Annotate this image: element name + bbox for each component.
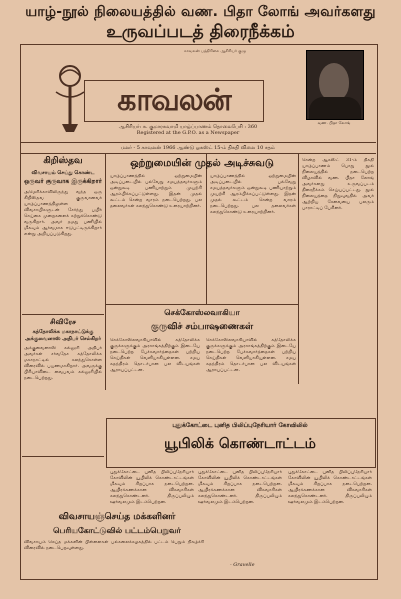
portrait-photo [306, 50, 364, 120]
article-6-kicker: புதுக்கோட்டை புனித பிலிப்புநேரியார் கோவிலில் [172, 422, 308, 429]
article-5-headline: செக்கோஸ்லவாகியா [164, 308, 240, 317]
article-7-subhead: பெரியகோட்டுவில் பட்டம்பெறுவர் [53, 526, 181, 535]
article-5-body-col-2: செக்கோஸ்லவாகியாவில் கத்தோலிக்க குருக்களுக்கும் அரசாங்கத்திற்கும் இடையே நடைபெற்ற பேச்சுவார்த்தைகள் பற்றிய செய்திகள் வெளியாகியுள்ளன. சமய சுதந்திரம் தொடர்பான பல விடயங்கள் ஆராயப்பட்டன. [206, 338, 296, 373]
article-7-rule [22, 456, 104, 457]
top-subheadline: உருவப்படத் திரைநீக்கம் [106, 22, 295, 42]
top-headline: யாழ்-நூல் நிலையத்தில் வண. பிதா லோங் அவர்களது [25, 4, 376, 20]
article-5-body-col-1: செக்கோஸ்லவாகியாவில் கத்தோலிக்க குருக்களுக்கும் அரசாங்கத்திற்கும் இடையே நடைபெற்ற பேச்சுவார்த்தைகள் பற்றிய செய்திகள் வெளியாகியுள்ளன. சமய சுதந்திரம் தொடர்பான பல விடயங்கள் ஆராயப்பட்டன. [110, 338, 200, 373]
masthead-logo [84, 80, 264, 122]
column-rule-3 [298, 154, 299, 384]
article-5-rule [106, 304, 298, 305]
masthead-logo-text: காவலன் [117, 83, 231, 118]
article-4-body: அக்குவைனாஸ் கல்லூரி அதிபர் அவர்கள் சர்வதேச கத்தோலிக்க மகாநாட்டில் கலந்துகொள்ள விரைவில் பயணமாகிறார். அவருக்கு பிரியாவிடை வைபவம் கல்லூரியில் நடைபெற்றது. [24, 346, 102, 381]
masthead-top-note: காவலன் பத்திரிகை ஆசிரியர் குழு [184, 48, 246, 53]
article-6-body-col-1: புதுக்கோட்டை புனித பிலிப்புநேரியார் கோவிலின் யூபிலிக் கொண்டாட்டங்கள் மிகவும் சிறப்பாக நடைபெற்றன. ஆயிரக்கணக்கான விசுவாசிகள் கலந்துகொண்டனர். திருப்பலியும் ஊர்வலமும் இடம்பெற்றன. [110, 470, 194, 505]
article-7-headline: விவசாயஞ்செய்த மக்களினர் [58, 512, 176, 522]
article-6-body-col-2: புதுக்கோட்டை புனித பிலிப்புநேரியார் கோவிலின் யூபிலிக் கொண்டாட்டங்கள் மிகவும் சிறப்பாக நடைபெற்றன. ஆயிரக்கணக்கான விசுவாசிகள் கலந்துகொண்டனர். திருப்பலியும் ஊர்வலமும் இடம்பெற்றன. [198, 470, 282, 505]
masthead-editor-line [108, 124, 268, 136]
article-2-body-col-2: யாழ்ப்பாணத்தில் ஒற்றுமையின் அடிப்படையில் பல்வேறு சமயத்தவர்களும் ஒன்றுகூடி பணியாற்றும் முயற்சி ஆரம்பிக்கப்பட்டுள்ளது. இதன் முதல் கூட்டம் சென்ற வாரம் நடைபெற்றது. பல தலைவர்கள் கலந்துகொண்டு உரையாற்றினர். [210, 174, 296, 215]
editor-line: ஆசிரியர்: சு. குமாரசுவாமி யாழ்ப்பாணம் தொலைபேசி : 360 [118, 124, 258, 130]
column-rule-1 [105, 154, 106, 390]
article-4-subhead: கத்தோலிக்க மகாநாட்டுக்கு [32, 329, 94, 335]
article-1-headline: கிறிஸ்தவ [43, 156, 83, 166]
portrait-body [309, 97, 361, 119]
registration-note: Registered at the G.P.O. as a Newspaper [136, 130, 240, 136]
portrait-caption: வண. பிதா லோங் [317, 120, 351, 125]
article-1-body: அமெரிக்காவிலிருந்து வந்த ஒரு கிறிஸ்தவ குருவானவர் யாழ்ப்பாணத்திலுள்ள விவசாயிகளுடன் சேர்ந்து பயிர் செய்கை முறைகளைக் கற்றுக்கொண்டு வருகிறார். அவர் தமது பணியில் மிகவும் ஆர்வமாக ஈடுபட்டிருக்கிறார் என்று அறியப்படுகிறது. [24, 190, 102, 237]
article-6-body-col-3: புதுக்கோட்டை புனித பிலிப்புநேரியார் கோவிலின் யூபிலிக் கொண்டாட்டங்கள் மிகவும் சிறப்பாக நடைபெற்றன. ஆயிரக்கணக்கான விசுவாசிகள் கலந்துகொண்டனர். திருப்பலியும் ஊர்வலமும் இடம்பெற்றன. [288, 470, 372, 505]
article-5-subhead: குருவிச் சம்பாஷணைகள் [150, 322, 254, 332]
article-1-subhead: விவசாயம் செய்து கொண்ட [31, 170, 95, 176]
article-6-headline: யூபிலிக் கொண்டாட்டம் [164, 436, 316, 452]
article-4-rule [22, 314, 104, 315]
article-3-body: சென்ற ஆகஸ்ட் 31-ம் திகதி யாழ்ப்பாணம் பொது நூல் நிலையத்தில் நடைபெற்ற விழாவில் வண. பிதா லோங் அவர்களது உருவப்படம் திரைநீக்கம் செய்யப்பட்டது. நூல் நிலையத்தை நிறுவுவதில் அவர் ஆற்றிய சேவையை பலரும் பாராட்டிப் பேசினர். [302, 158, 374, 211]
article-6-signature: - Gravelle [230, 562, 255, 568]
article-4-headline: சிவிரேச [50, 318, 76, 326]
article-4-subhead-2: அக்குவைனாஸ் அதிபர் செல்கிறர் [25, 336, 101, 342]
lamp-emblem-icon [52, 62, 88, 134]
article-2-headline: ஒற்றுமையின் முதல் அடிச்சுவடு [130, 158, 274, 169]
dateline: மலர் - 5 காவலன் 1966 ஆண்டு ஓகஸ்ட் 15-ம் திகதி விலை 10 சதம் [20, 142, 376, 154]
article-2-body-col-1: யாழ்ப்பாணத்தில் ஒற்றுமையின் அடிப்படையில் பல்வேறு சமயத்தவர்களும் ஒன்றுகூடி பணியாற்றும் முயற்சி ஆரம்பிக்கப்பட்டுள்ளது. இதன் முதல் கூட்டம் சென்ற வாரம் நடைபெற்றது. பல தலைவர்கள் கலந்துகொண்டு உரையாற்றினர். [110, 174, 202, 209]
column-rule-2 [206, 154, 207, 304]
article-1-subhead-2: ஒருவர் குருவாக இருக்கிறார் [24, 178, 102, 185]
article-7-body: விவசாயம் செய்த மக்களின் பிள்ளைகள் பல்கலைக்கழகத்தில் பட்டம் பெறும் நிகழ்ச்சி விரைவில் நடைபெறவுள்ளது. [24, 540, 204, 551]
portrait-face [319, 63, 349, 101]
